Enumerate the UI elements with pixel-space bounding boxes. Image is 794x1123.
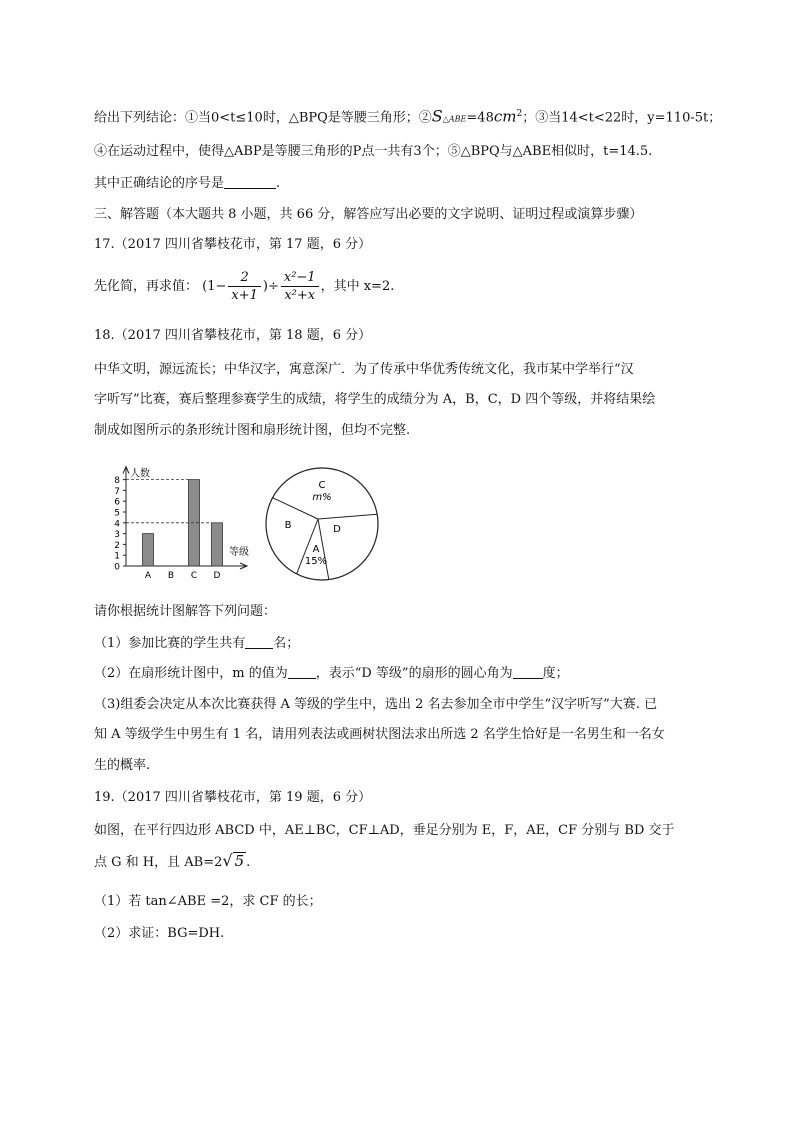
pie-label-D: D [333, 524, 341, 535]
q18-paragraph-3: 制成如图所示的条形统计图和扇形统计图，但均不完整. [94, 423, 411, 438]
y-tick-label: 0 [114, 562, 120, 573]
answer-blank[interactable] [288, 665, 316, 679]
q18-subquestion-2: （2）在扇形统计图中，m 的值为 ，表示“D 等级”的扇形的圆心角为 度； [94, 666, 569, 681]
conclusions-line-1: 给出下列结论：①当0<t≤10时，△BPQ是等腰三角形；$②S\triangle ABE=48cm^2$；③当14<t<22时，y=110-5t； [94, 106, 722, 126]
pie-value-A: 15% [304, 556, 328, 567]
pie-value-C: m% [312, 492, 332, 503]
y-tick-label: 1 [114, 551, 120, 562]
q18-paragraph-2: 字听写”比赛，赛后整理参赛学生的成绩，将学生的成绩分为 A，B，C，D 四个等级，并将结果绘 [94, 392, 656, 407]
q18-subquestion-3-line-3: 生的概率. [94, 758, 151, 773]
q18-prompt: 请你根据统计图解答下列问题： [94, 604, 277, 619]
q19-source: 19.（2017 四川省攀枝花市，第 19 题，6 分） [94, 790, 372, 805]
answer-blank[interactable] [224, 175, 276, 189]
answer-blank[interactable] [513, 665, 543, 679]
pie-label-A: A [312, 544, 320, 555]
q19-subquestion-2: （2）求证：BG=DH. [94, 926, 225, 941]
q19-subquestion-1: （1）若 tan∠ABE =2，求 CF 的长； [94, 894, 322, 909]
fraction-2: $\frac{\text{x²−1}}{\text{x²+x}}$ [281, 269, 319, 304]
x-tick-label: D [213, 571, 221, 581]
q18-paragraph-1: 中华文明，源远流长；中华汉字，寓意深广．为了传承中华优秀传统文化，我市某中学举行“汉 [94, 362, 634, 377]
q17-expression: 先化简，再求值： (1− $\frac{2}{x+1}$ )÷ $\frac{\text{x²−1}}{\text{x²+x}}$ ，其中 x=2. [94, 270, 395, 303]
conclusions-line-2: ④在运动过程中，使得△ABP是等腰三角形的P点一共有3个；⑤△BPQ与△ABE相似时，t=14.5. [94, 144, 653, 159]
pie-label-B: B [284, 520, 292, 531]
fraction-1: $\frac{2}{x+1}$ [228, 269, 261, 304]
q18-subquestion-1: （1）参加比赛的学生共有 名； [94, 636, 300, 651]
section-heading: 三、解答题（本大题共 8 小题，共 66 分，解答应写出必要的文字说明、证明过程或演算步骤） [94, 207, 643, 222]
y-tick-label: 4 [114, 519, 120, 530]
y-tick-label: 3 [114, 530, 120, 541]
x-tick-label: C [190, 571, 198, 581]
conclusions-line-3: 其中正确结论的序号是 . [94, 176, 281, 191]
x-tick-label: B [167, 571, 175, 581]
bar-D [212, 523, 223, 566]
q19-paragraph-2: 点 G 和 H，且 AB=2√ 5 . [94, 851, 251, 870]
q18-subquestion-3-line-1: （3)组委会决定从本次比赛获得 A 等级的学生中，选出 2 名去参加全市中学生“汉字听写”大赛. 已 [94, 697, 658, 712]
y-axis-label: 人数 [130, 468, 150, 480]
pie-chart [262, 460, 386, 586]
y-tick-label: 8 [114, 476, 120, 487]
q18-source: 18.（2017 四川省攀枝花市，第 18 题，6 分） [94, 328, 372, 343]
pie-label-C: C [318, 480, 326, 491]
y-tick-label: 7 [114, 486, 120, 497]
q18-subquestion-3-line-2: 知 A 等级学生中男生有 1 名，请用列表法或画树状图法求出所选 2 名学生恰好是一名男生和一名女 [94, 727, 665, 742]
q19-paragraph-1: 如图，在平行四边形 ABCD 中，AE⊥BC，CF⊥AD，垂足分别为 E，F，AE，CF 分别与 BD 交于 [94, 823, 675, 838]
x-axis-label: 等级 [229, 547, 249, 558]
y-tick-label: 2 [114, 540, 120, 551]
bar-chart [96, 458, 266, 584]
x-tick-label: A [144, 571, 152, 581]
q17-source: 17.（2017 四川省攀枝花市，第 17 题，6 分） [94, 237, 372, 252]
answer-blank[interactable] [245, 635, 273, 649]
y-tick-label: 5 [114, 508, 120, 519]
bar-A [143, 534, 154, 566]
y-tick-label: 6 [114, 497, 120, 508]
